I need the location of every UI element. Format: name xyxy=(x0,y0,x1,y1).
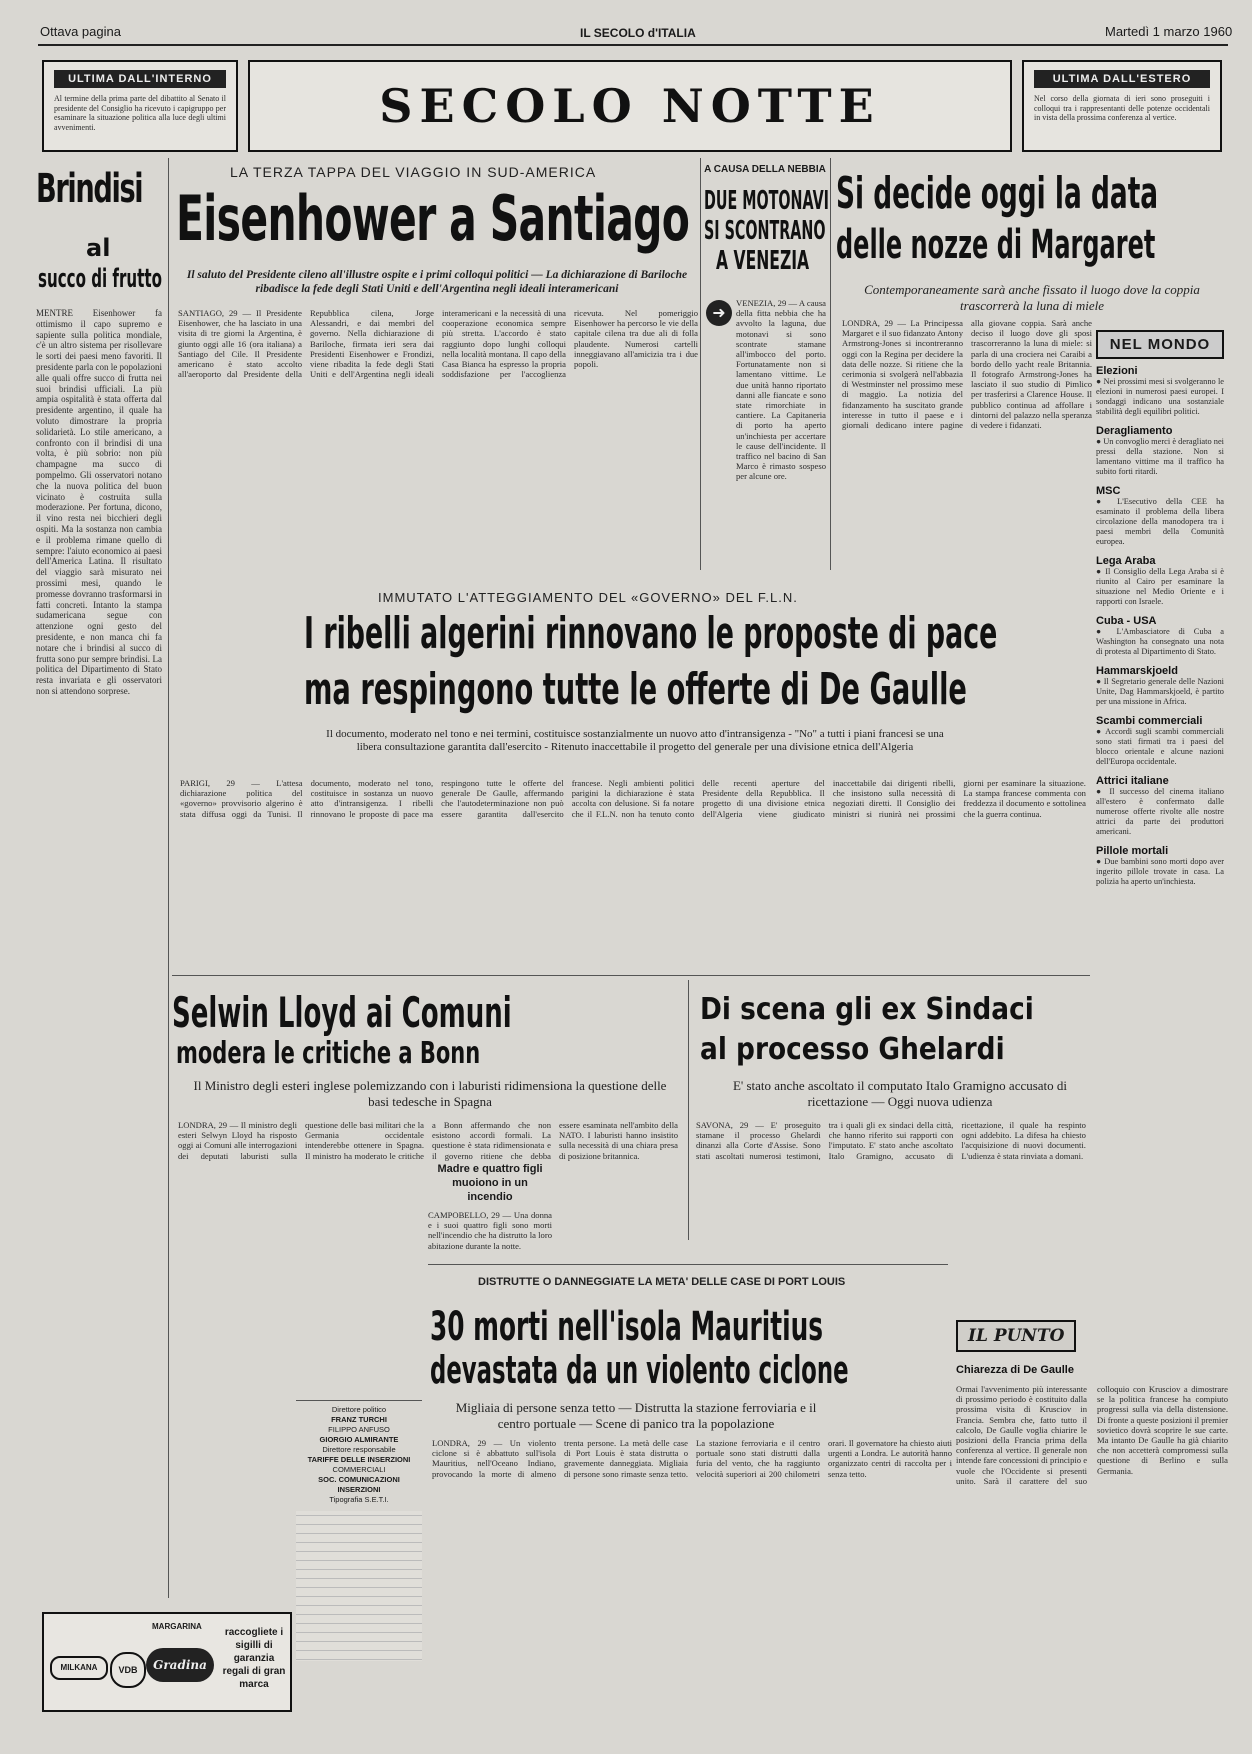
ad-brand-3: MARGARINA xyxy=(152,1622,202,1631)
venezia-headline-2: SI SCONTRANO xyxy=(704,216,826,246)
algeria-text: PARIGI, 29 — L'attesa dichiarazione politica del «governo» provvisorio algerino è stata diffusa oggi da Tunisi. Il documento, moderato nel tono, costituisce in sostanza un nuovo atto d'intransigenza. I ribelli rinnovano le proposte di pace ma respingono tutte le offerte del generale De Gaulle, affermando che l'autodeterminazione non può essere garantita dall'esercito francese. Negli ambienti politici parigini la dichiarazione è stata accolta con delusione. Si fa notare che il F.L.N. non ha tenuto conto delle recenti aperture del Presidente della Repubblica. Il progetto di una divisione etnica dell'Algeria viene giudicato inaccettabile dai dirigenti ribelli, che insistono sulla necessità di negoziati diretti. Il Consiglio dei ministri si riunirà nei prossimi giorni per esaminare la situazione. La stampa francese commenta con freddezza il documento e sottolinea che la guerra continua. xyxy=(180,778,1086,819)
venezia-headline-3: A VENEZIA xyxy=(716,246,810,276)
credits-line: COMMERCIALI xyxy=(332,1465,386,1474)
eisenhower-headline: Eisenhower a Santiago xyxy=(176,182,690,255)
credits-block xyxy=(296,1400,422,1661)
nel-mondo-block xyxy=(1096,330,1224,1280)
divider-eis xyxy=(700,158,701,570)
ad-brand-1: MILKANA xyxy=(50,1656,108,1680)
ghelardi-text: SAVONA, 29 — E' proseguito stamane il processo Ghelardi dinanzi alla Corte d'Assise. Sono stati ascoltati numerosi testimoni, tra i quali gli ex sindaci della città, che hanno riferito sui rapporti con l'imputato. E' stato anche ascoltato Italo Gramigno, accusato di ricettazione, il quale ha respinto ogni addebito. La difesa ha chiesto l'acquisizione di nuovi documenti. L'udienza è stata rinviata a domani. xyxy=(696,1120,1086,1161)
credits-line: Tipografia S.E.T.I. xyxy=(329,1495,389,1504)
ear-left-text: Al termine della prima parte del dibattito al Senato il presidente del Consiglio ha ricevuto i capigruppo per esaminare la situazione politica alla luce degli ultimi avvenimenti. xyxy=(54,94,226,132)
nel-mondo-item-head: Hammarskjoeld xyxy=(1096,665,1178,677)
mauritius-headline-2: devastata da un violento ciclone xyxy=(430,1348,849,1392)
nel-mondo-list xyxy=(1096,365,1224,887)
nel-mondo-item xyxy=(1096,485,1224,547)
arrow-icon: ➜ xyxy=(706,300,732,326)
masthead-left: Ottava pagina xyxy=(40,24,121,39)
nel-mondo-item xyxy=(1096,615,1224,657)
ghelardi-deck: E' stato anche ascoltato il computato Italo Gramigno accusato di ricettazione — Oggi nuova udienza xyxy=(732,1078,1068,1109)
nel-mondo-item-head: Pillole mortali xyxy=(1096,845,1169,857)
mauritius-text: LONDRA, 29 — Un violento ciclone si è abbattuto sull'isola Mauritius, nell'Oceano Indiano, provocando la morte di almeno trenta persone. La metà delle case di Port Louis è stata distrutta o gravemente danneggiata. Migliaia di persone sono rimaste senza tetto. La stazione ferroviaria e il centro portuale sono stati distrutti dalla furia del vento, che ha raggiunto velocità superiori ai 200 chilometri orari. Il governatore ha chiesto aiuti urgenti a Londra. Le autorità hanno organizzato centri di raccolta per i senza tetto. xyxy=(432,1438,952,1479)
mauritius-top-rule xyxy=(428,1264,948,1265)
ghelardi-headline-1: Di scena gli ex Sindaci xyxy=(700,992,1034,1027)
nel-mondo-item-head: MSC xyxy=(1096,485,1121,497)
nel-mondo-item-head: Elezioni xyxy=(1096,365,1138,377)
divider-left xyxy=(168,158,169,1598)
nel-mondo-item-text: ● L'Esecutivo della CEE ha esaminato il problema della libera circolazione della manodopera tra i paesi membri della Comunità europea. xyxy=(1096,497,1224,546)
ad-brand-2: VDB xyxy=(110,1652,146,1688)
madre-text: CAMPOBELLO, 29 — Una donna e i suoi quattro figli sono morti nell'incendio che ha distrutto la loro abitazione durante la notte. xyxy=(428,1210,552,1251)
ear-left xyxy=(42,60,238,152)
nel-mondo-item xyxy=(1096,715,1224,767)
nel-mondo-item xyxy=(1096,845,1224,887)
algeria-headline-2: ma respingono tutte le offerte di De Gaulle xyxy=(304,664,967,715)
ad-block xyxy=(42,1612,292,1712)
nel-mondo-item-head: Deragliamento xyxy=(1096,425,1173,437)
eisenhower-deck: Il saluto del Presidente cileno all'illustre ospite e i primi colloqui politici — La dichiarazione di Bariloche ribadisce la fede degli Stati Uniti e dell'Argentina negli ideali interamericani xyxy=(186,269,688,295)
credits-list xyxy=(296,1405,422,1505)
brindisi-text: MENTRE Eisenhower fa ottimismo il capo supremo e sapiente sulla politica mondiale, c'è un altro sistema per risollevare le sorti dei paesi meno favoriti. Il presidente parla con le popolazioni alle quali offre succo di frutta nei suoi brindisi ufficiali. La più ampia ospitalità è stata offerta dal presidente argentino, il quale ha voluto dimostrare la propria solidarietà. Lo stile americano, a confronto con il brindisi di una volta, è più sobrio: non più champagne ma succo di pompelmo. Gli osservatori notano che la nuova politica del buon vicinato è costruita sulla moderazione. Per fortuna, dicono, il vino resta nei bicchieri degli ospiti. Ma la sostanza non cambia e il problema rimane quello di sempre: l'aiuto economico ai paesi dell'America Latina. Il risultato del viaggio sarà misurato nei prossimi mesi, quando le promesse dovranno trasformarsi in fatti concreti. Intanto la stampa sudamericana segue con attenzione ogni gesto del presidente, e non manca chi fa notare che i brindisi al succo di frutta sono pur sempre brindisi. La politica del Dipartimento di Stato resta invariata e gli osservatori non si attendono sorprese. xyxy=(36,308,162,696)
venezia-kicker: A CAUSA DELLA NEBBIA xyxy=(704,164,826,175)
masthead-right: Martedì 1 marzo 1960 xyxy=(1105,24,1233,39)
nel-mondo-item-head: Scambi commerciali xyxy=(1096,715,1203,727)
madre-block xyxy=(428,1158,552,1288)
venezia-block xyxy=(704,160,829,570)
nel-mondo-item xyxy=(1096,425,1224,477)
margaret-headline-2: delle nozze di Margaret xyxy=(836,222,1156,268)
madre-headline: Madre e quattro figli muoiono in un incendio xyxy=(437,1163,543,1203)
banner-title: SECOLO NOTTE xyxy=(379,79,881,133)
credits-filler xyxy=(296,1511,422,1661)
credits-line: FILIPPO ANFUSO xyxy=(328,1425,390,1434)
brindisi-headline-2: al xyxy=(86,234,111,262)
ear-right-title: ULTIMA DALL'ESTERO xyxy=(1034,70,1210,88)
venezia-headline-1: DUE MOTONAVI xyxy=(704,186,829,216)
nel-mondo-item-head: Attrici italiane xyxy=(1096,775,1169,787)
nel-mondo-item-text: ● Accordi sugli scambi commerciali sono stati firmati tra i paesi del blocco orientale e alcune nazioni dell'Europa occidentale. xyxy=(1096,727,1224,766)
venezia-text: VENEZIA, 29 — A causa della fitta nebbia che ha avvolto la laguna, due motonavi si sono scontrate stamane all'imbocco del porto. Fortunatamente non si lamentano vittime. Le due unità hanno riportato danni alle fiancate e sono state rimorchiate in cantiere. La Capitaneria di porto ha aperto un'inchiesta per accertare le cause dell'incidente. Il traffico nel bacino di San Marco è rimasto sospeso per alcune ore. xyxy=(736,298,826,482)
lloyd-headline-2: modera le critiche a Bonn xyxy=(176,1036,481,1071)
masthead-rule xyxy=(38,44,1228,46)
nel-mondo-item-head: Lega Araba xyxy=(1096,555,1156,567)
ad-text: raccogliete i sigilli di garanzia regali di gran marca xyxy=(222,1627,286,1690)
nel-mondo-item-text: ● Un convoglio merci è deragliato nei pressi della stazione. Non si lamentano vittime ma il traffico ha subito forti ritardi. xyxy=(1096,437,1224,476)
banner-box xyxy=(248,60,1012,152)
lloyd-text: LONDRA, 29 — Il ministro degli esteri Selwyn Lloyd ha risposto oggi ai Comuni alle interrogazioni dei deputati laburisti sulla questione delle basi militari che la Germania occidentale intenderebbe ottenere in Spagna. Il ministro ha moderato le critiche a Bonn affermando che non esistono accordi formali. La questione è stata ridimensionata e il governo ritiene che debba essere esaminata nell'ambito della NATO. I laburisti hanno insistito sulla necessità di una chiara presa di posizione britannica. xyxy=(178,1120,678,1161)
mauritius-kicker: DISTRUTTE O DANNEGGIATE LA META' DELLE CASE DI PORT LOUIS xyxy=(478,1276,846,1288)
brindisi-headline-1: Brindisi xyxy=(36,166,143,212)
nel-mondo-item xyxy=(1096,365,1224,417)
nel-mondo-item xyxy=(1096,665,1224,707)
ear-right-text: Nel corso della giornata di ieri sono proseguiti i colloqui tra i rappresentanti delle potenze occidentali in vista della prossima conferenza al vertice. xyxy=(1034,94,1210,122)
lloyd-deck: Il Ministro degli esteri inglese polemizzando con i laburisti ridimensiona la questione delle basi tedesche in Spagna xyxy=(193,1078,667,1109)
credits-line: Direttore responsabile xyxy=(322,1445,396,1454)
algeria-kicker: IMMUTATO L'ATTEGGIAMENTO DEL «GOVERNO» DEL F.L.N. xyxy=(378,590,798,605)
algeria-bottom-rule xyxy=(172,975,1090,976)
mauritius-deck: Migliaia di persone senza tetto — Distrutta la stazione ferroviaria e il centro portuale — Scene di panico tra la popolazione xyxy=(455,1400,817,1431)
il-punto-title: IL PUNTO xyxy=(956,1320,1076,1352)
mauritius-headline-1: 30 morti nell'isola Mauritius xyxy=(430,1304,824,1350)
ear-right xyxy=(1022,60,1222,152)
ghelardi-divider xyxy=(688,980,689,1240)
il-punto-block xyxy=(956,1320,1228,1620)
brindisi-headline-3: succo di frutto xyxy=(38,264,162,294)
credits-line: TARIFFE DELLE INSERZIONI xyxy=(307,1455,411,1464)
nel-mondo-item xyxy=(1096,555,1224,607)
ear-left-title: ULTIMA DALL'INTERNO xyxy=(54,70,226,88)
credits-line: Direttore politico xyxy=(331,1405,387,1414)
lloyd-headline-1: Selwin Lloyd ai Comuni xyxy=(172,988,512,1037)
margaret-deck: Contemporaneamente sarà anche fissato il luogo dove la coppia trascorrerà la luna di miele xyxy=(864,282,1200,313)
divider-ven xyxy=(830,158,831,570)
nel-mondo-item-text: ● Il successo del cinema italiano all'estero è confermato dalle numerose offerte rivolte alle nostre attrici da parte dei produttori americani. xyxy=(1096,787,1224,836)
ghelardi-headline-2: al processo Ghelardi xyxy=(700,1032,1005,1067)
algeria-deck: Il documento, moderato nel tono e nei termini, costituisce sostanzialmente un nuovo atto d'intransigenza - "No" a tutti i piani francesi se una libera consultazione garantita dall'esercito - Ritenuto inaccettabile il progetto del generale per una divisione etnica dell'Algeria xyxy=(326,728,944,753)
nel-mondo-item xyxy=(1096,775,1224,837)
credits-line: GIORGIO ALMIRANTE xyxy=(319,1435,399,1444)
eisenhower-kicker: LA TERZA TAPPA DEL VIAGGIO IN SUD-AMERICA xyxy=(230,164,597,180)
il-punto-subhead: Chiarezza di De Gaulle xyxy=(956,1364,1074,1376)
nel-mondo-item-text: ● Il Segretario generale delle Nazioni Unite, Dag Hammarskjoeld, è partito per una missione in Africa. xyxy=(1096,677,1224,706)
margaret-headline-1: Si decide oggi la data xyxy=(836,168,1159,219)
nel-mondo-item-text: ● Il Consiglio della Lega Araba si è riunito al Cairo per esaminare la situazione nel Medio Oriente e i rapporti con Israele. xyxy=(1096,567,1224,606)
credits-line: SOC. COMUNICAZIONI INSERZIONI xyxy=(318,1475,400,1494)
margaret-text: LONDRA, 29 — La Principessa Margaret e il suo fidanzato Antony Armstrong-Jones si incontreranno oggi con la Regina per decidere la data delle nozze. Si ritiene che la cerimonia si svolgerà nell'abbazia di Westminster nel prossimo mese di maggio. La notizia del fidanzamento ha suscitato grande interesse in tutto il paese e i giornali dedicano intere pagine alla giovane coppia. Sarà anche deciso il luogo dove gli sposi trascorreranno la luna di miele: si parla di una crociera nei Caraibi a bordo dello yacht reale Britannia. Il fotografo Armstrong-Jones ha lasciato il suo studio di Pimlico per trasferirsi a Clarence House. Il pubblico continua ad affollare i dintorni del palazzo nella speranza di vedere i fidanzati. xyxy=(842,318,1092,431)
nel-mondo-item-text: ● Due bambini sono morti dopo aver ingerito pillole trovate in casa. La polizia ha aperto un'inchiesta. xyxy=(1096,857,1224,886)
masthead-center: IL SECOLO d'ITALIA xyxy=(580,26,696,40)
nel-mondo-item-head: Cuba - USA xyxy=(1096,615,1157,627)
nel-mondo-item-text: ● L'Ambasciatore di Cuba a Washington ha consegnato una nota di protesta al Dipartimento di Stato. xyxy=(1096,627,1224,656)
brindisi-block xyxy=(36,160,162,1600)
credits-line: FRANZ TURCHI xyxy=(331,1415,387,1424)
il-punto-text: Ormai l'avvenimento più interessante di prossimo periodo è costituito dalla prossima visita di Krusciov in Francia. Sembra che, fatto tutto il calcolo, De Gaulle voglia chiarire le posizioni della Francia prima della conferenza al vertice. Il generale non intende fare concessioni di principio e vuole che l'Occidente si presenti unito. Sarà il carattere del suo colloquio con Krusciov a dimostrare se la politica francese ha compiuto progressi sulla via della distensione. Di fronte a queste posizioni il premier sovietico dovrà scoprire le sue carte. Ma intanto De Gaulle ha già chiarito che non accetterà compromessi sulla questione di Berlino e sulla Germania. xyxy=(956,1384,1228,1486)
algeria-headline-1: I ribelli algerini rinnovano le proposte di pace xyxy=(304,608,998,659)
nel-mondo-title: NEL MONDO xyxy=(1096,330,1224,359)
eisenhower-text: SANTIAGO, 29 — Il Presidente Eisenhower, che ha lasciato in una visita di tre giorni la Argentina, è giunto oggi alle 16 (ora italiana) a Santiago del Cile. Il Presidente americano è stato accolto all'aeroporto dal Presidente della Repubblica cilena, Jorge Alessandri, e dai membri del governo. Nella dichiarazione di Bariloche, firmata ieri sera dai Presidenti Eisenhower e Frondizi, viene ribadita la fede degli Stati Uniti e dell'Argentina negli ideali interamericani e la necessità di una cooperazione economica sempre più stretta. L'accordo è stato raggiunto dopo lunghi colloqui nella località montana. Il capo della Casa Bianca ha espresso la propria soddisfazione per l'accoglienza ricevuta. Nel pomeriggio Eisenhower ha percorso le vie della capitale cilena tra due ali di folla plaudente. Numerosi cartelli inneggiavano all'amicizia tra i due popoli. xyxy=(178,308,698,380)
nel-mondo-item-text: ● Nei prossimi mesi si svolgeranno le elezioni in numerosi paesi europei. I sondaggi indicano una sostanziale stabilità degli equilibri politici. xyxy=(1096,377,1224,416)
ad-brand-4: Gradina xyxy=(146,1648,214,1682)
